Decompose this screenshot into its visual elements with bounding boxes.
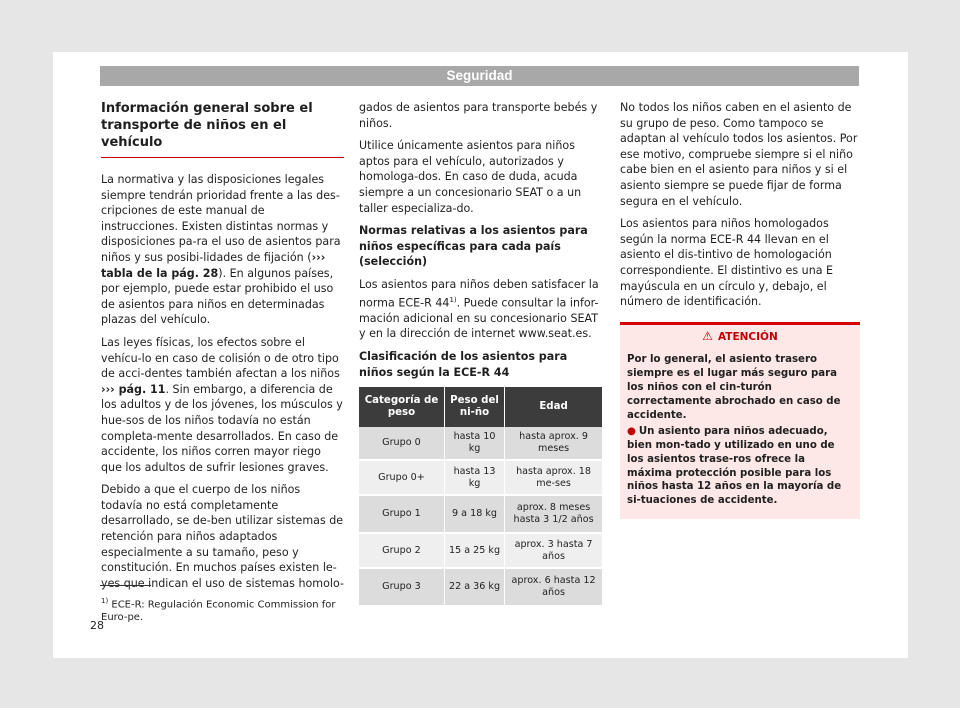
seat-classification-table xyxy=(359,387,602,607)
paragraph: Los asientos para niños deben satisfacer la norma ECE-R 44$^{1)}$. Puede consultar la infor-mación adicional en su concesionario SEAT y en la dirección de internet www.seat.es. xyxy=(359,277,599,341)
warning-bullet: ● Un asiento para niños adecuado, bien mon-tado y utilizado en uno de los asientos trase-ros ofrece la máxima protección posible para los niños hasta 12 años en la mayoría de si-tuaciones de accidente. xyxy=(627,425,842,507)
table-row: Grupo 2 15 a 25 kg aprox. 3 hasta 7 años xyxy=(359,533,602,568)
warning-body xyxy=(620,349,860,519)
footnote-divider xyxy=(100,585,151,586)
paragraph: gados de asientos para transporte bebés y niños. xyxy=(359,101,598,130)
bullet-icon: ● xyxy=(627,425,636,437)
table-header: Peso del ni-ño xyxy=(444,387,504,427)
column-2 xyxy=(359,100,602,607)
warning-text: Por lo general, el asiento trasero siempre es el lugar más seguro para los niños con el cin-turón correctamente abrochado en caso de accidente. xyxy=(627,354,841,421)
table-caption: Clasificación de los asientos para niños según la ECE-R 44 xyxy=(359,350,568,379)
page-number: 28 xyxy=(90,619,104,632)
table-reference-link[interactable]: ››› tabla de la pág. 28 xyxy=(101,250,326,280)
section-header: Seguridad xyxy=(100,66,859,86)
warning-box xyxy=(620,322,860,520)
column-1 xyxy=(101,100,344,598)
table-row: Grupo 1 9 a 18 kg aprox. 8 meses hasta 3 1/2 años xyxy=(359,495,602,533)
paragraph: Las leyes físicas, los efectos sobre el vehícu-lo en caso de colisión o de otro tipo de acci-dentes también afectan a los niños ››› pág. 11. Sin embargo, a diferencia de los adultos y de los jóvenes, los músculos y hue-sos de los niños todavía no están completa-mente desarrollados. En caso de accidente, los niños corren mayor riego que los adultos de sufrir lesiones graves. xyxy=(101,335,343,474)
paragraph: Utilice únicamente asientos para niños aptos para el vehículo, autorizados y homologa-dos. En caso de duda, acuda siempre a un concesionario SEAT o a un taller especializa-do. xyxy=(359,139,582,215)
table-header: Categoría de peso xyxy=(359,387,444,427)
section-title: Información general sobre el transporte de niños en el vehículo xyxy=(101,100,344,158)
paragraph: La normativa y las disposiciones legales siempre tendrán prioridad frente a las des-cripciones de este manual de instrucciones. Existen distintas normas y disposiciones pa-ra el uso de asientos para niños y sus posibi-lidades de fijación (››› tabla de la pág. 28). En algunos países, por ejemplo, puede estar prohibido el uso de asientos para niños en determinadas plazas del vehículo. xyxy=(101,173,341,327)
table-row: Grupo 0+ hasta 13 kg hasta aprox. 18 me-ses xyxy=(359,460,602,495)
paragraph: Los asientos para niños homologados según la norma ECE-R 44 llevan en el asiento el dis-tintivo de homologación correspondiente. El distintivo es una E mayúscula en un círculo y, debajo, el número de identificación. xyxy=(620,217,834,309)
table-header: Edad xyxy=(505,387,602,427)
paragraph: Debido a que el cuerpo de los niños todavía no está completamente desarrollado, se de-ben utilizar sistemas de retención para niños adaptados especialmente a su tamaño, peso y constitución. En muchos países existen le-yes que indican el uso de sistemas homolo- xyxy=(101,483,344,590)
footnote: $^{1)}$ ECE-R: Regulación Economic Commission for Euro-pe. xyxy=(101,597,336,624)
column-3 xyxy=(620,100,860,519)
page-reference-link[interactable]: ››› pág. 11 xyxy=(101,382,166,396)
warning-header: ⚠ ATENCIÓN xyxy=(702,328,778,343)
subheading: Normas relativas a los asientos para niños específicas para cada país (selección) xyxy=(359,224,588,269)
table-row: Grupo 3 22 a 36 kg aprox. 6 hasta 12 años xyxy=(359,568,602,606)
table-row: Grupo 0 hasta 10 kg hasta aprox. 9 meses xyxy=(359,427,602,460)
paragraph: No todos los niños caben en el asiento de su grupo de peso. Como tampoco se adaptan al vehículo todos los asientos. Por ese motivo, compruebe siempre si el niño cabe bien en el asiento para niños y si el asiento siempre se puede fijar de forma segura en el vehículo. xyxy=(620,101,858,208)
warning-triangle-icon: ⚠ xyxy=(702,328,713,343)
